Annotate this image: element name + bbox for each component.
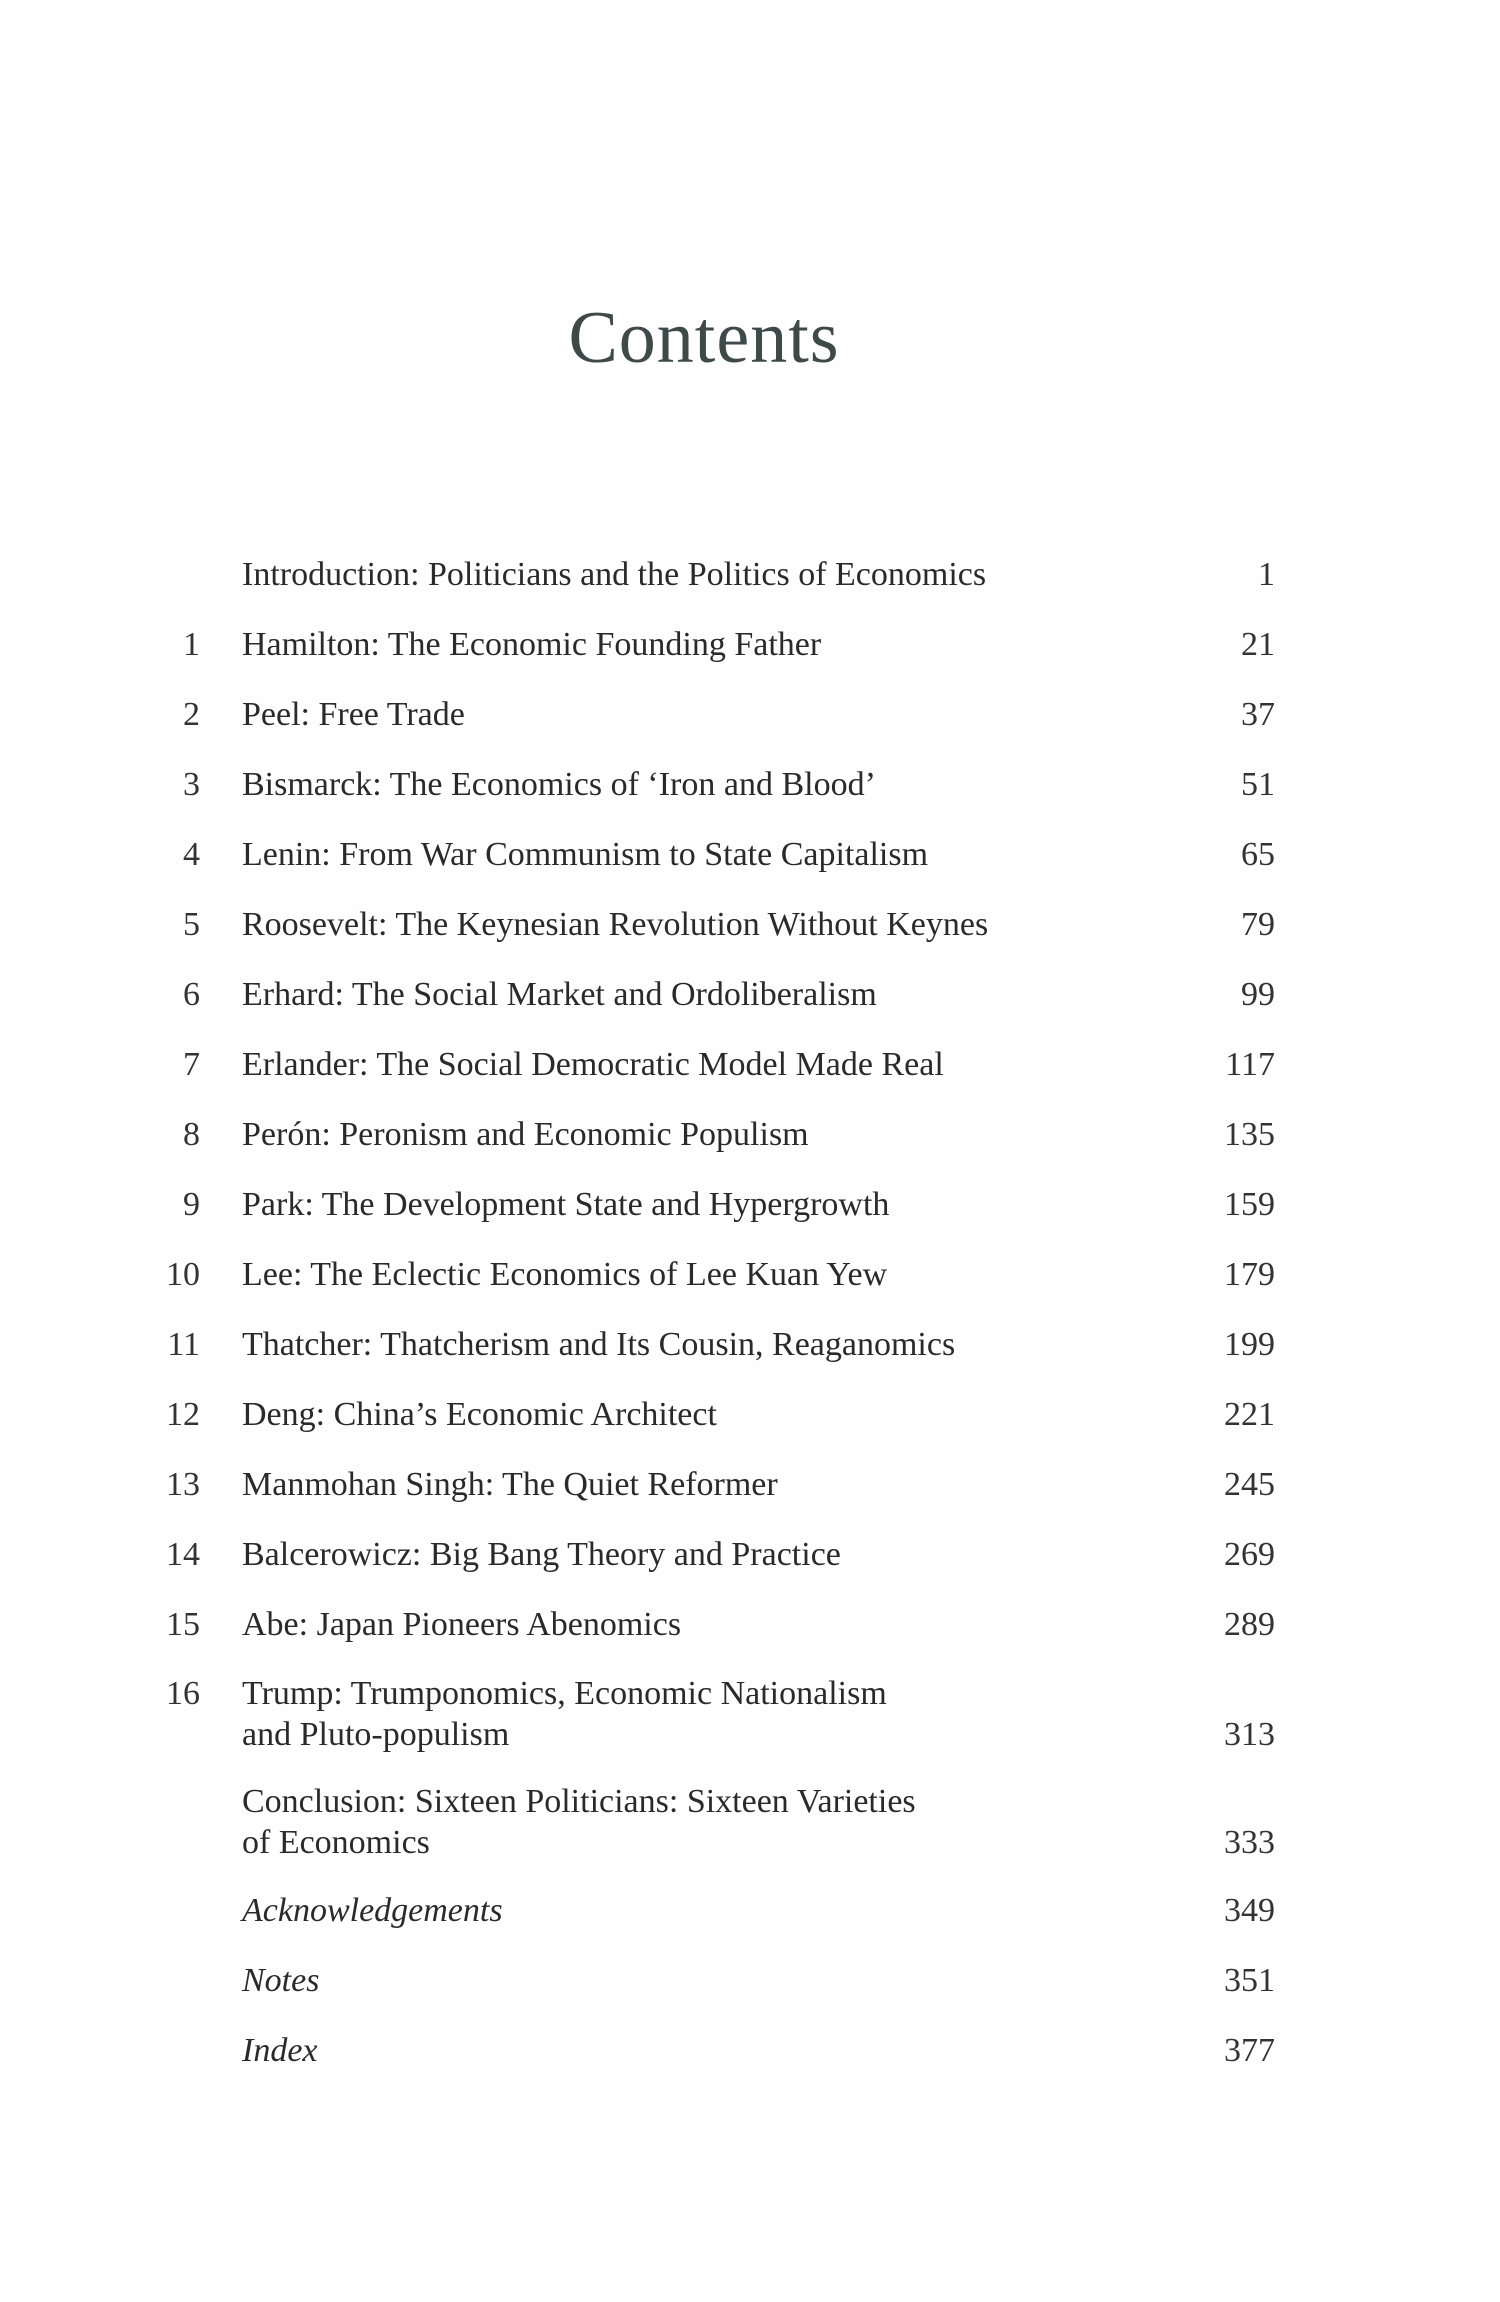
chapter-title bbox=[200, 1781, 1125, 1863]
page-number: 179 bbox=[1224, 1256, 1275, 1293]
chapter-title bbox=[200, 1463, 1125, 1507]
page-number: 313 bbox=[1224, 1716, 1275, 1753]
chapter-title bbox=[200, 1673, 1125, 1755]
chapter-title bbox=[200, 2029, 1125, 2073]
chapter-number bbox=[140, 553, 200, 597]
chapter-title-line: Thatcher: Thatcherism and Its Cousin, Reaganomics bbox=[242, 1326, 956, 1363]
chapter-title bbox=[200, 1393, 1125, 1437]
chapter-number: 3 bbox=[183, 766, 200, 803]
toc-entry[interactable] bbox=[140, 1463, 1275, 1507]
toc-entry[interactable] bbox=[140, 1393, 1275, 1437]
chapter-number: 9 bbox=[183, 1186, 200, 1223]
toc-entry[interactable] bbox=[140, 1533, 1275, 1577]
page-number: 377 bbox=[1224, 2032, 1275, 2069]
toc-entry[interactable] bbox=[140, 1673, 1275, 1755]
chapter-number bbox=[140, 2029, 200, 2073]
chapter-title-line: Manmohan Singh: The Quiet Reformer bbox=[242, 1466, 778, 1503]
chapter-title-line: Notes bbox=[242, 1962, 320, 1999]
chapter-title-line: Conclusion: Sixteen Politicians: Sixteen Varieties bbox=[242, 1783, 916, 1820]
toc-entry[interactable] bbox=[140, 1253, 1275, 1297]
chapter-title bbox=[200, 693, 1125, 737]
chapter-title bbox=[200, 1959, 1125, 2003]
chapter-number: 16 bbox=[166, 1675, 200, 1712]
toc-entry[interactable] bbox=[140, 973, 1275, 1017]
chapter-title bbox=[200, 1323, 1125, 1367]
page-number: 65 bbox=[1241, 836, 1275, 873]
chapter-title bbox=[200, 1603, 1125, 1647]
table-of-contents bbox=[140, 553, 1275, 2099]
chapter-number bbox=[140, 1959, 200, 2003]
chapter-title-line: Perón: Peronism and Economic Populism bbox=[242, 1116, 809, 1153]
chapter-title bbox=[200, 1043, 1125, 1087]
chapter-title-line: Peel: Free Trade bbox=[242, 696, 465, 733]
chapter-title-line: Lee: The Eclectic Economics of Lee Kuan Yew bbox=[242, 1256, 888, 1293]
page-number: 333 bbox=[1224, 1824, 1275, 1861]
toc-entry[interactable] bbox=[140, 553, 1275, 597]
chapter-number bbox=[140, 1889, 200, 1933]
chapter-title-line: Erhard: The Social Market and Ordoliberalism bbox=[242, 976, 877, 1013]
toc-entry[interactable] bbox=[140, 1889, 1275, 1933]
chapter-title bbox=[200, 903, 1125, 947]
chapter-title-line: Erlander: The Social Democratic Model Made Real bbox=[242, 1046, 944, 1083]
chapter-number: 8 bbox=[183, 1116, 200, 1153]
toc-entry[interactable] bbox=[140, 1043, 1275, 1087]
chapter-title bbox=[200, 553, 1125, 597]
chapter-number: 5 bbox=[183, 906, 200, 943]
page-number: 51 bbox=[1241, 766, 1275, 803]
chapter-title bbox=[200, 1183, 1125, 1227]
toc-entry[interactable] bbox=[140, 1603, 1275, 1647]
toc-entry[interactable] bbox=[140, 903, 1275, 947]
page-number: 37 bbox=[1241, 696, 1275, 733]
chapter-title bbox=[200, 763, 1125, 807]
chapter-title bbox=[200, 1533, 1125, 1577]
chapter-title-line: Roosevelt: The Keynesian Revolution Without Keynes bbox=[242, 906, 989, 943]
page-number: 21 bbox=[1241, 626, 1275, 663]
chapter-title bbox=[200, 1113, 1125, 1157]
page-number: 79 bbox=[1241, 906, 1275, 943]
chapter-number: 13 bbox=[166, 1466, 200, 1503]
toc-entry[interactable] bbox=[140, 1781, 1275, 1863]
chapter-number: 10 bbox=[166, 1256, 200, 1293]
chapter-title-line: Park: The Development State and Hypergrowth bbox=[242, 1186, 890, 1223]
chapter-title-line: Introduction: Politicians and the Politics of Economics bbox=[242, 556, 987, 593]
chapter-title bbox=[200, 1889, 1125, 1933]
toc-entry[interactable] bbox=[140, 1113, 1275, 1157]
chapter-title bbox=[200, 973, 1125, 1017]
chapter-number: 14 bbox=[166, 1536, 200, 1573]
page-number: 245 bbox=[1224, 1466, 1275, 1503]
page-number: 99 bbox=[1241, 976, 1275, 1013]
chapter-number bbox=[140, 1781, 200, 1863]
page-number: 159 bbox=[1224, 1186, 1275, 1223]
page-number: 199 bbox=[1224, 1326, 1275, 1363]
toc-entry[interactable] bbox=[140, 1959, 1275, 2003]
chapter-title-line: Acknowledgements bbox=[242, 1892, 503, 1929]
toc-entry[interactable] bbox=[140, 1323, 1275, 1367]
chapter-number: 6 bbox=[183, 976, 200, 1013]
chapter-title-line: Index bbox=[242, 2032, 318, 2069]
chapter-number: 4 bbox=[183, 836, 200, 873]
chapter-title-line: Bismarck: The Economics of ‘Iron and Blood’ bbox=[242, 766, 876, 803]
chapter-number: 15 bbox=[166, 1606, 200, 1643]
chapter-title-line: Abe: Japan Pioneers Abenomics bbox=[242, 1606, 682, 1643]
page-title: Contents bbox=[568, 297, 840, 379]
page-number: 349 bbox=[1224, 1892, 1275, 1929]
page-number: 351 bbox=[1224, 1962, 1275, 1999]
page-number: 135 bbox=[1224, 1116, 1275, 1153]
chapter-number: 7 bbox=[183, 1046, 200, 1083]
page-number: 289 bbox=[1224, 1606, 1275, 1643]
chapter-title-line: of Economics bbox=[242, 1824, 430, 1861]
page-number: 117 bbox=[1225, 1046, 1275, 1083]
chapter-title-line: Deng: China’s Economic Architect bbox=[242, 1396, 717, 1433]
chapter-title-line: Lenin: From War Communism to State Capitalism bbox=[242, 836, 929, 873]
toc-entry[interactable] bbox=[140, 2029, 1275, 2073]
page-number: 269 bbox=[1224, 1536, 1275, 1573]
chapter-title-line: and Pluto-populism bbox=[242, 1716, 510, 1753]
toc-entry[interactable] bbox=[140, 693, 1275, 737]
page-number: 221 bbox=[1224, 1396, 1275, 1433]
chapter-title bbox=[200, 1253, 1125, 1297]
chapter-number: 11 bbox=[167, 1326, 200, 1363]
chapter-title-line: Hamilton: The Economic Founding Father bbox=[242, 626, 822, 663]
page-number: 1 bbox=[1258, 556, 1275, 593]
chapter-title bbox=[200, 833, 1125, 877]
toc-entry[interactable] bbox=[140, 833, 1275, 877]
chapter-number: 2 bbox=[183, 696, 200, 733]
chapter-number: 1 bbox=[183, 626, 200, 663]
chapter-title-line: Balcerowicz: Big Bang Theory and Practice bbox=[242, 1536, 841, 1573]
chapter-title bbox=[200, 623, 1125, 667]
toc-entry[interactable] bbox=[140, 763, 1275, 807]
toc-entry[interactable] bbox=[140, 623, 1275, 667]
chapter-number: 12 bbox=[166, 1396, 200, 1433]
toc-entry[interactable] bbox=[140, 1183, 1275, 1227]
chapter-title-line: Trump: Trumponomics, Economic Nationalism bbox=[242, 1675, 887, 1712]
